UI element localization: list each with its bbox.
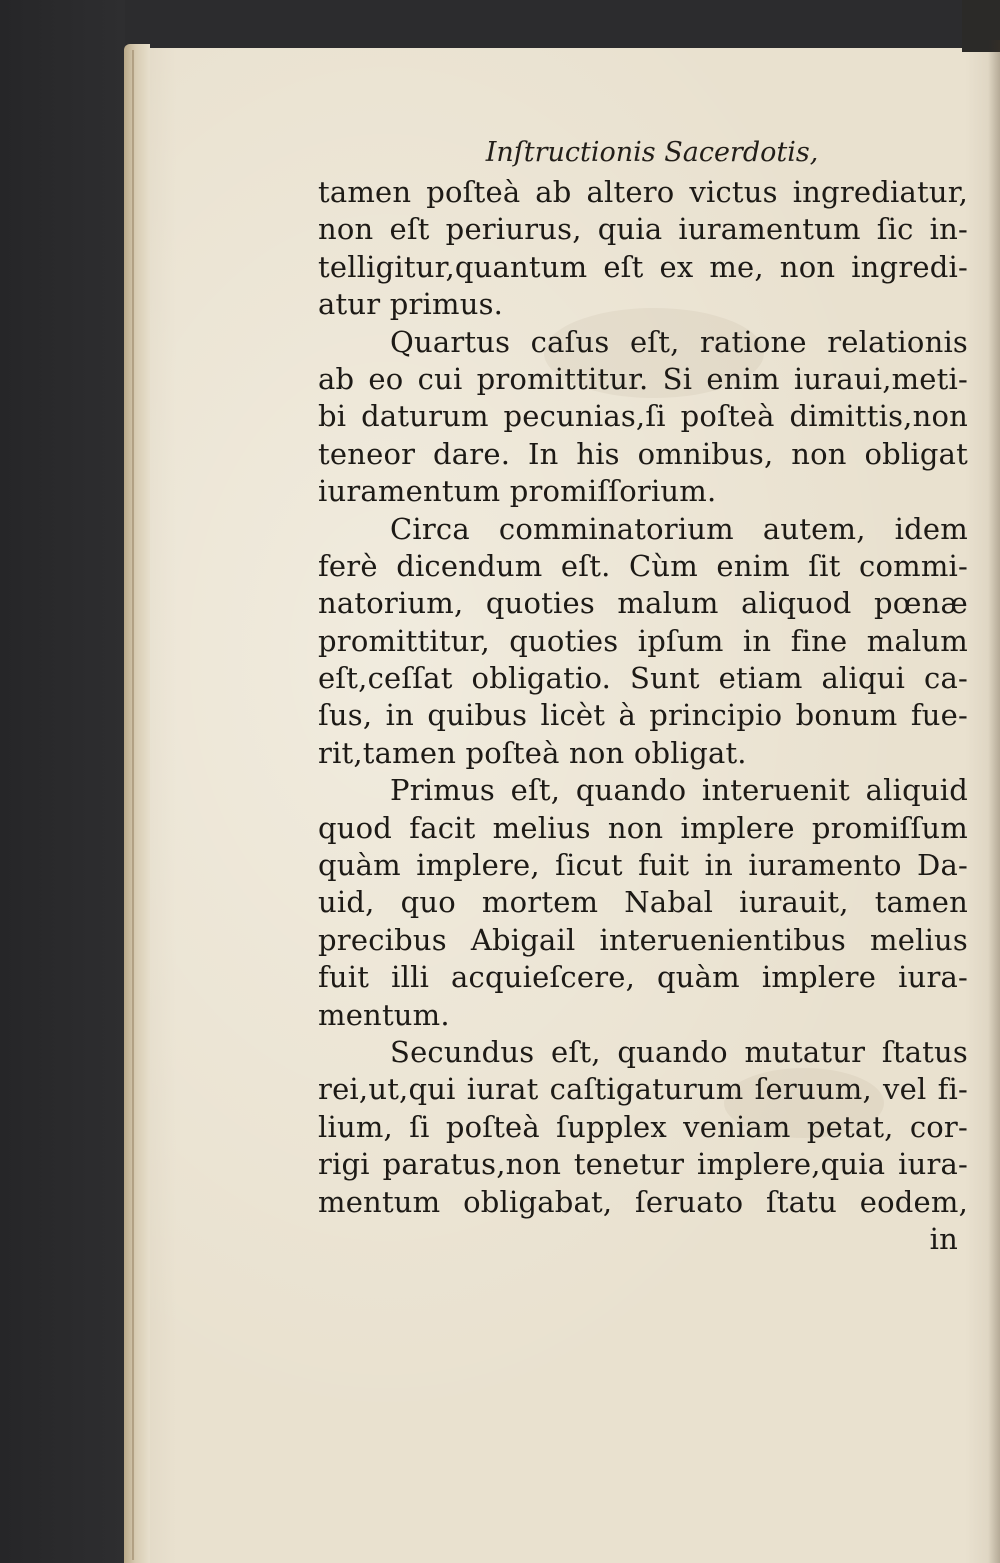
text-line: Secundus eſt, quando mutatur ſtatus [390,1034,968,1069]
text-line: ferè dicendum eſt. Cùm enim ſit commi- [318,548,968,583]
text-line: natorium, quoties malum aliquod pœnæ [318,586,968,621]
text-line: mentum obligabat, ſeruato ſtatu eodem, [318,1184,968,1219]
text-line: ſus, in quibus licèt à principio bonum fue- [318,698,968,733]
text-line: Circa comminatorium autem, idem [390,511,968,546]
background-left [0,0,125,1563]
text-line: rit,tamen poſteà non obligat. [318,735,747,770]
text-line: ab eo cui promittitur. Si enim iuraui,meti- [318,361,968,396]
text-line: teneor dare. In his omnibus, non obligat [318,436,968,471]
text-line: iuramentum promiſſorium. [318,474,717,509]
text-line: mentum. [318,997,450,1032]
text-line: Quartus caſus eſt, ratione relationis [390,324,968,359]
text-line: lium, ſi poſteà ſupplex veniam petat, cor- [318,1109,968,1144]
text-line: non eſt periurus, quia iuramentum ſic in- [318,212,968,247]
text-line: telligitur,quantum eſt ex me, non ingredi- [318,249,968,284]
text-line: fuit illi acquieſcere, quàm implere iura- [318,960,968,995]
text-line: rei,ut,qui iurat caſtigaturum ſeruum, vel fi- [318,1072,968,1107]
text-line: precibus Abigail interuenientibus melius [318,922,968,957]
text-line: uid, quo mortem Nabal iurauit, tamen [318,885,968,920]
text-line: bi daturum pecunias,ſi poſteà dimittis,non [318,399,968,434]
text-line: tamen poſteà ab altero victus ingrediatur, [318,175,968,209]
text-line: eſt,ceſſat obligatio. Sunt etiam aliqui ca- [318,661,968,696]
text-line: Primus eſt, quando interuenit aliquid [390,773,968,808]
text-block [318,132,968,1258]
binding-shadow [988,40,1000,1563]
page-edge [124,44,150,1563]
text-line: quod facit melius non implere promiſſum [318,810,968,845]
text-line: rigi paratus,non tenetur implere,quia iura- [318,1147,968,1182]
catchword: in [929,1221,958,1256]
text-line: promittitur, quoties ipſum in fine malum [318,623,968,658]
text-line: quàm implere, ſicut fuit in iuramento Da- [318,848,968,883]
running-head: Inſtructionis Sacerdotis, [485,137,819,168]
page-edge-line [132,50,134,1560]
text-line: atur primus. [318,287,504,322]
